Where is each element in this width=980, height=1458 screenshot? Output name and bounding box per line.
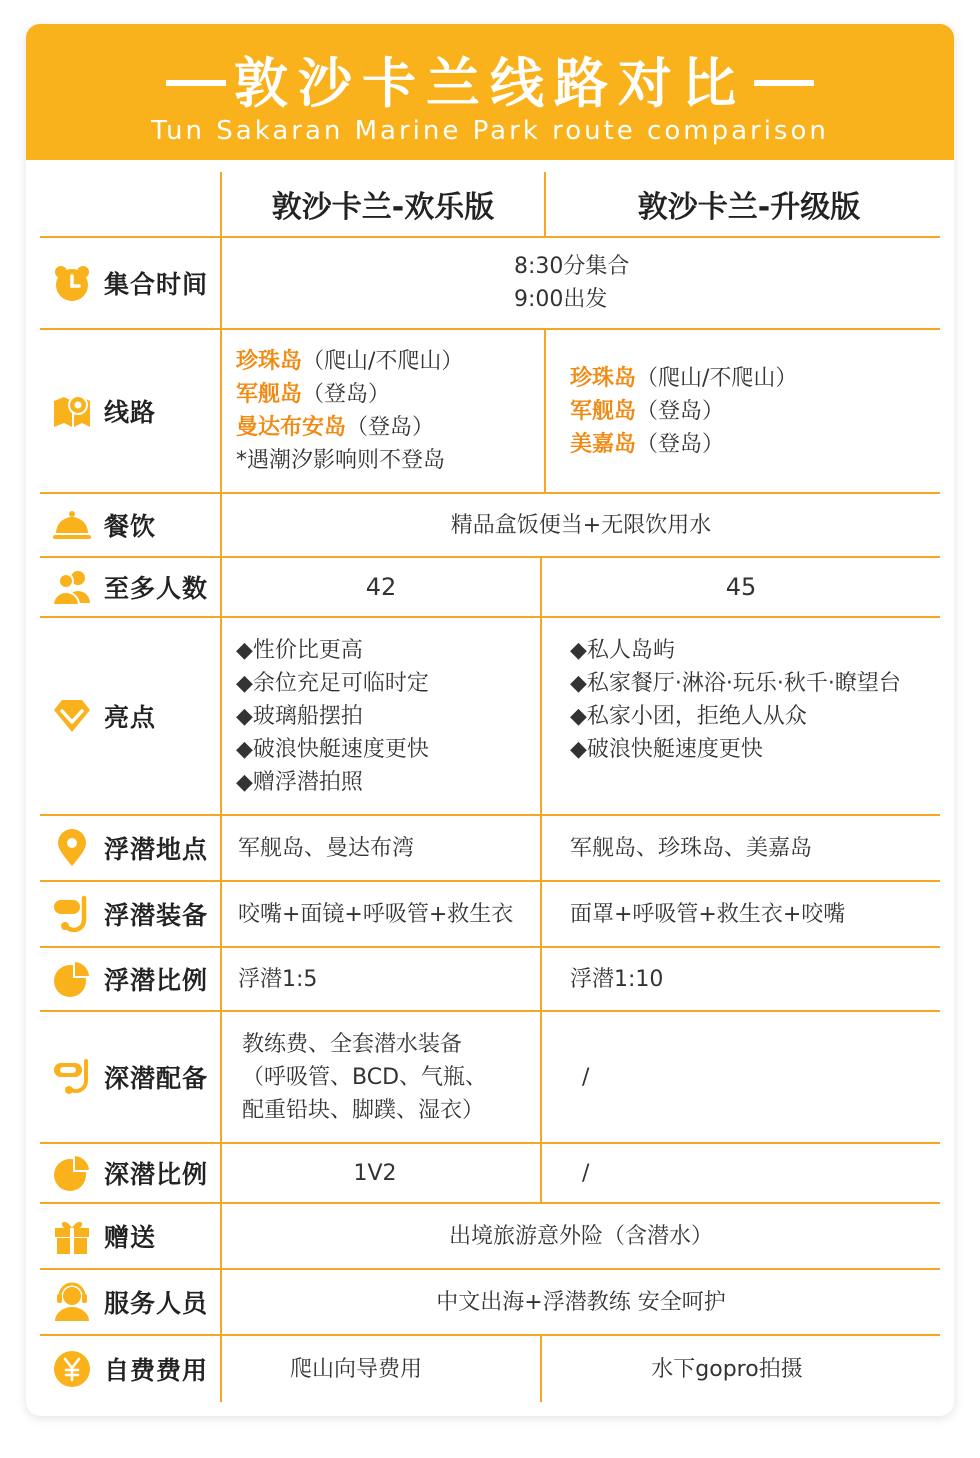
page-subtitle: Tun Sakaran Marine Park route comparison <box>151 116 829 146</box>
row-label-dive-gear <box>26 1012 220 1142</box>
row-label-snorkel-gear <box>26 882 220 946</box>
diamond-icon <box>52 696 92 736</box>
snorkel-gear-b: 面罩+呼吸管+救生衣+咬嘴 <box>570 901 846 927</box>
highlight-item: ◆性价比更高 <box>236 637 363 663</box>
highlights-list-a <box>236 618 536 814</box>
highlights-list-b <box>570 634 946 804</box>
diving-mask-icon <box>52 1057 92 1097</box>
headset-agent-icon <box>52 1282 92 1322</box>
label-text: 集合时间 <box>104 270 209 299</box>
island-note: （登岛） <box>346 415 435 440</box>
column-header-b: 敦沙卡兰-升级版 <box>637 190 861 225</box>
row-label-route <box>26 330 220 492</box>
highlight-item: ◆玻璃船摆拍 <box>236 703 363 729</box>
max-people-a: 42 <box>365 573 397 601</box>
dive-gear-line: 配重铅块、脚蹼、湿衣） <box>242 1097 485 1123</box>
island-name: 美嘉岛 <box>570 431 637 457</box>
snorkel-ratio-a: 浮潜1:5 <box>238 966 318 992</box>
row-label-staff <box>26 1270 220 1334</box>
route-item <box>570 395 940 428</box>
row-label-meet <box>26 238 220 328</box>
row-label-snorkel-ratio <box>26 948 220 1010</box>
snorkel-gear-a: 咬嘴+面镜+呼吸管+救生衣 <box>238 901 514 927</box>
food-cloche-icon <box>52 505 92 545</box>
route-list-b <box>570 330 940 492</box>
route-list-a <box>236 330 536 492</box>
dive-gear-b: / <box>582 1064 590 1090</box>
label-text: 浮潜装备 <box>104 901 209 930</box>
meet-time-depart: 9:00出发 <box>514 287 608 312</box>
route-item <box>236 411 536 444</box>
highlight-item: ◆私人岛屿 <box>570 638 675 663</box>
food-value: 精品盒饭便当+无限饮用水 <box>450 512 712 538</box>
highlight-item: ◆赠浮潜拍照 <box>236 769 363 795</box>
highlight-item: ◆余位充足可临时定 <box>236 670 429 696</box>
row-label-gift <box>26 1204 220 1268</box>
comparison-card <box>26 24 954 1416</box>
label-text: 线路 <box>104 398 157 427</box>
label-text: 至多人数 <box>104 574 209 603</box>
extra-cost-a: 爬山向导费用 <box>289 1356 422 1382</box>
snorkel-mask-icon <box>52 894 92 934</box>
row-label-highlights <box>26 618 220 814</box>
label-text: 自费费用 <box>104 1356 209 1385</box>
row-label-snorkel-site <box>26 816 220 880</box>
island-note: （登岛） <box>302 382 391 407</box>
yen-coin-icon <box>52 1349 92 1389</box>
gift-value: 出境旅游意外险（含潜水） <box>448 1223 713 1249</box>
dive-gear-a <box>242 1012 538 1142</box>
extra-cost-b: 水下gopro拍摄 <box>651 1356 803 1382</box>
title-dash-right <box>754 80 814 86</box>
title-text: 敦沙卡兰线路对比 <box>234 52 746 115</box>
highlight-item: ◆私家小团，拒绝人从众 <box>570 704 807 729</box>
pie-chart-icon <box>52 1153 92 1193</box>
snorkel-site-a: 军舰岛、曼达布湾 <box>238 835 415 861</box>
row-label-max-people <box>26 558 220 616</box>
column-header-a: 敦沙卡兰-欢乐版 <box>271 190 495 225</box>
meet-times <box>514 238 714 328</box>
dive-gear-line: （呼吸管、BCD、气瓶、 <box>242 1064 488 1090</box>
highlight-item: ◆破浪快艇速度更快 <box>236 736 429 762</box>
map-pin-icon <box>52 391 92 431</box>
dive-gear-line: 教练费、全套潜水装备 <box>242 1031 463 1057</box>
row-label-food <box>26 494 220 556</box>
label-text: 浮潜比例 <box>104 966 209 995</box>
header-banner <box>26 24 954 160</box>
island-name: 军舰岛 <box>570 398 637 424</box>
alarm-clock-icon <box>52 263 92 303</box>
dive-ratio-b: / <box>582 1160 590 1186</box>
dive-ratio-a: 1V2 <box>353 1160 397 1186</box>
island-note: （爬山/不爬山） <box>302 349 464 374</box>
label-text: 亮点 <box>104 703 157 732</box>
route-item <box>570 428 940 461</box>
snorkel-ratio-b: 浮潜1:10 <box>570 966 664 992</box>
island-name: 曼达布安岛 <box>236 415 347 440</box>
label-text: 赠送 <box>104 1223 157 1252</box>
page-title <box>26 54 954 114</box>
row-label-dive-ratio <box>26 1144 220 1202</box>
highlight-item: ◆破浪快艇速度更快 <box>570 737 763 762</box>
route-item <box>236 378 536 411</box>
route-footnote: *遇潮汐影响则不登岛 <box>236 448 446 473</box>
row-label-extra-cost <box>26 1336 220 1402</box>
label-text: 浮潜地点 <box>104 835 209 864</box>
island-note: （爬山/不爬山） <box>636 365 798 391</box>
route-item <box>236 345 536 378</box>
label-text: 深潜配备 <box>104 1064 209 1093</box>
pie-chart-icon <box>52 959 92 999</box>
island-note: （登岛） <box>636 398 725 424</box>
divider-columns-route <box>544 330 546 492</box>
gift-icon <box>52 1216 92 1256</box>
staff-value: 中文出海+浮潜教练 安全呵护 <box>436 1289 726 1315</box>
label-text: 深潜比例 <box>104 1160 209 1189</box>
island-note: （登岛） <box>636 431 725 457</box>
route-item <box>570 362 940 395</box>
max-people-b: 45 <box>725 573 757 601</box>
label-text: 服务人员 <box>104 1289 209 1318</box>
island-name: 军舰岛 <box>236 382 303 407</box>
highlight-item: ◆私家餐厅·淋浴·玩乐·秋千·瞭望台 <box>570 671 901 696</box>
location-pin-icon <box>52 828 92 868</box>
island-name: 珍珠岛 <box>236 349 303 374</box>
island-name: 珍珠岛 <box>570 365 637 391</box>
title-dash-left <box>166 80 226 86</box>
people-icon <box>52 567 92 607</box>
meet-time-gather: 8:30分集合 <box>514 254 630 279</box>
label-text: 餐饮 <box>104 512 157 541</box>
snorkel-site-b: 军舰岛、珍珠岛、美嘉岛 <box>570 835 813 861</box>
